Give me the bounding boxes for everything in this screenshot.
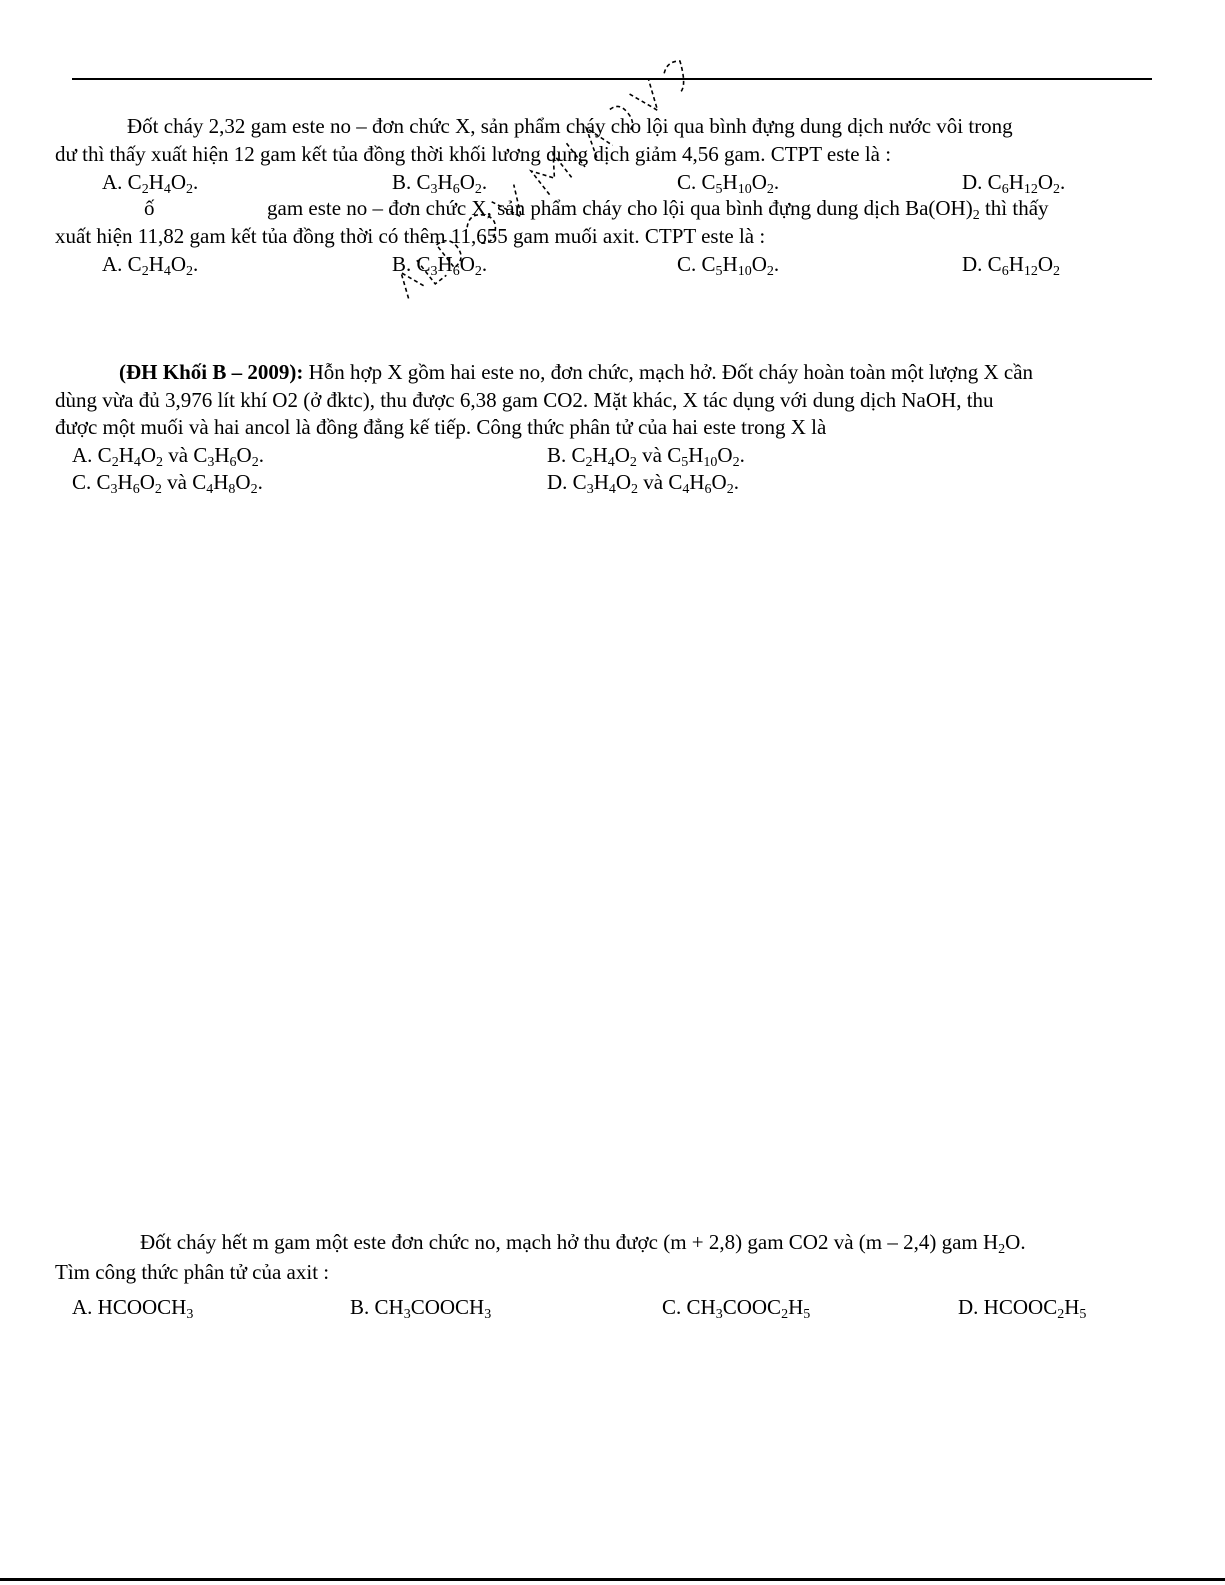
q4-option-b[interactable]: B. $CH_3COOCH_3$ [350, 1295, 492, 1322]
q2-option-d[interactable]: D. $C_6H_{12}O_2$ [962, 252, 1061, 279]
q1-line2: dư thì thấy xuất hiện 12 gam kết tủa đồng thời khối lương dung dịch giảm 4,56 gam. CTPT este là : [55, 142, 892, 166]
header-rule [72, 78, 1152, 80]
q1-option-c[interactable]: C. $C_5H_{10}O_2$. [677, 170, 780, 197]
q3-line1: (ĐH Khối B – 2009): Hỗn hợp X gồm hai este no, đơn chức, mạch hở. Đốt cháy hoàn toàn một lượng X cần [119, 360, 1034, 384]
q3-option-c[interactable]: C. $C_3H_6O_2$ và $C_4H_8O_2$. [72, 470, 263, 497]
q2-option-c[interactable]: C. $C_5H_{10}O_2$. [677, 252, 780, 279]
q3-option-a[interactable]: A. $C_2H_4O_2$ và $C_3H_6O_2$. [72, 443, 264, 470]
q3-line3: được một muối và hai ancol là đồng đẳng kế tiếp. Công thức phân tử của hai este trong X là [55, 415, 827, 439]
q2-line1: gam este no – đơn chức X, sản phẩm cháy cho lội qua bình đựng dung dịch $Ba(OH)_2$ thì thấy [267, 196, 1049, 223]
q1-line1: Đốt cháy 2,32 gam este no – đơn chức X, sản phẩm cháy cho lội qua bình đựng dung dịch nước vôi trong [127, 114, 1013, 138]
q4-line1: Đốt cháy hết m gam một este đơn chức no, mạch hở thu được (m + 2,8) gam CO2 và (m – 2,4) gam $H_2O$. [140, 1230, 1026, 1257]
footer-rule [0, 1578, 1225, 1581]
q1-option-d[interactable]: D. $C_6H_{12}O_2$. [962, 170, 1066, 197]
q4-option-a[interactable]: A. $HCOOCH_3$ [72, 1295, 194, 1322]
q3-source: (ĐH Khối B – 2009): [119, 360, 304, 384]
q2-option-a[interactable]: A. $C_2H_4O_2$. [102, 252, 199, 279]
q1-option-a[interactable]: A. $C_2H_4O_2$. [102, 170, 199, 197]
q2-option-b[interactable]: B. $C_3H_6O_2$. [392, 252, 488, 279]
q3-option-d[interactable]: D. $C_3H_4O_2$ và $C_4H_6O_2$. [547, 470, 739, 497]
q3-option-b[interactable]: B. $C_2H_4O_2$ và $C_5H_{10}O_2$. [547, 443, 745, 470]
q4-option-c[interactable]: C. $CH_3COOC_2H_5$ [662, 1295, 811, 1322]
q4-line2: Tìm công thức phân tử của axit : [55, 1260, 330, 1284]
q2-line2: xuất hiện 11,82 gam kết tủa đồng thời có thêm 11,655 gam muối axit. CTPT este là : [55, 224, 766, 248]
q3-line2: dùng vừa đủ 3,976 lít khí O2 (ở đktc), thu được 6,38 gam CO2. Mặt khác, X tác dụng với dung dịch NaOH, thu [55, 388, 994, 412]
q2-line1-prefix: ố [144, 196, 155, 220]
q4-option-d[interactable]: D. $HCOOC_2H_5$ [958, 1295, 1087, 1322]
q1-option-b[interactable]: B. $C_3H_6O_2$. [392, 170, 488, 197]
